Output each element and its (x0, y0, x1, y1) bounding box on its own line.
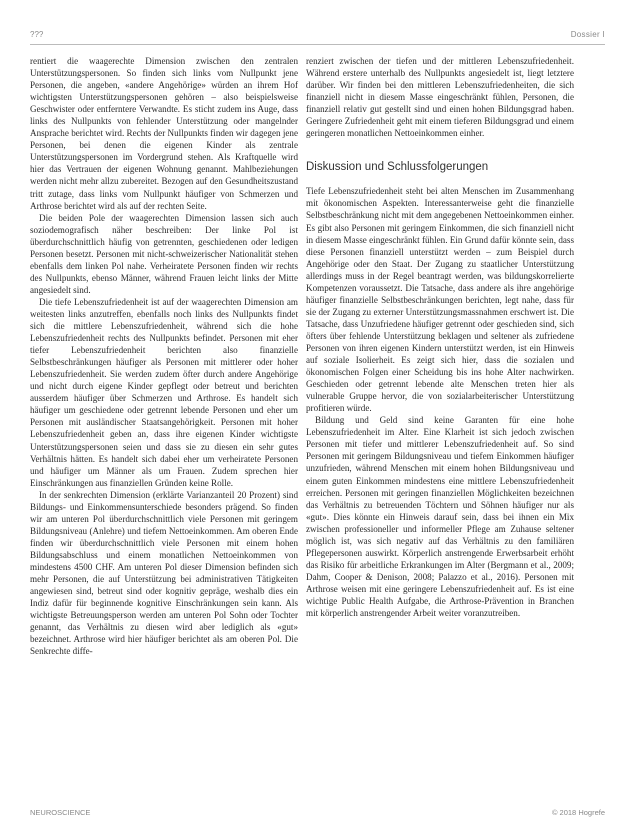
left-column (30, 55, 298, 657)
running-footer (30, 808, 605, 820)
journal-name: NEUROSCIENCE (30, 808, 91, 817)
paragraph: renziert zwischen der tiefen und der mittleren Lebenszufriedenheit. Während erstere unterhalb des Nullpunkts angesiedelt ist, liegt letztere darüber. Wir finden bei den mittleren Lebenszufriedenheiten, die sich finanziell nicht in diesem Masse eingeschränkt fühlen, Personen, die finanziell relativ gut gestellt sind und einen hohen Bildungsgrad haben. Geringere Zufriedenheit geht mit einem tieferen Bildungsgrad und einem geringeren monatlichen Nettoeinkommen einher. (306, 56, 574, 139)
right-column (306, 55, 574, 619)
copyright: © 2018 Hogrefe (551, 808, 605, 817)
paragraph: Die beiden Pole der waagerechten Dimension lassen sich auch soziodemografisch näher beschreiben: Der linke Pol ist überdurchschnittlich häufig von getrennten, geschiedenen oder ledigen Personen besetzt. Personen mit nicht-schweizerischer Nationalität stehen ebenfalls dem linken Pol nahe. Verheiratete Personen finden wir rechts des Nullpunkts, ebenso Männer, während Frauen leicht links der Mitte angesiedelt sind. (30, 212, 298, 295)
paragraph: rentiert die waagerechte Dimension zwischen den zentralen Unterstützungspersonen. So finden sich links vom Nullpunkt jene Personen, die angeben, «andere Angehörige» würden an ihrem Hof wichtigsten Unterstützungspersonen gehören – also beispielsweise Geschwister oder entferntere Verwandte. Es sticht zudem ins Auge, dass links des Nullpunkts von fehlender Unterstützung oder mangelnder Ansprache berichtet wird. Rechts der Nullpunkts finden wir dagegen jene Personen, bei denen die eigenen Kinder als zentrale Unterstützungspersonen im Vordergrund stehen. Als Kraftquelle wird hier das Vertrauen der eigenen Wohnung genannt. Mahlbeziehungen werden nicht mehr allzu zubereitet. Bezogen auf den Gesundheitszustand tritt zutage, dass links vom Nullpunkt häufiger von Schmerzen und Arthrose berichtet wird als auf der rechten Seite. (30, 56, 298, 211)
page-number: ??? (30, 30, 44, 39)
paragraph: Bildung und Geld sind keine Garanten für eine hohe Lebenszufriedenheit im Alter. Eine Klarheit ist sich jedoch zwischen Personen mit tiefer und mittlerer Lebenszufriedenheit auf. So sind Personen mit geringem Bildungsniveau und tiefem Einkommen häufiger unzufrieden, während Menschen mit einem hohen Bildungsniveau und einem guten Einkommen mindestens eine mittlere Lebenszufriedenheit erreichen. Personen mit geringen finanziellen Möglichkeiten bezeichnen das Verhältnis zu betreuenden Töchtern und Söhnen häufiger nur als «gut». Dies könnte ein Hinweis darauf sein, dass bei ihnen ein Mix zwischen professioneller und informeller Pflege am Zuhause seltener möglich ist, was sich negativ auf das Verhältnis zu den familiären Pflegepersonen auswirkt. Körperlich anstrengende Erwerbsarbeit erhöht das Risiko für arbeitliche Erkrankungen im Alter (Bergmann et al., 2009; Dahm, Cooper & Denison, 2008; Palazzo et al., 2016). Personen mit Arthrose weisen mit eine geringere Lebenszufriedenheit auf. Es ist eine wichtige Public Health Aufgabe, die Arthrose-Prävention in Branchen mit körperlich anstrengender Arbeit weiter voranzutreiben. (306, 415, 574, 619)
section-heading: Diskussion und Schlussfolgerungen (306, 161, 489, 174)
paragraph: Tiefe Lebenszufriedenheit steht bei alten Menschen im Zusammenhang mit ökonomischen Aspekten. Interessanterweise geht die finanzielle Selbstbeschränkung nicht mit dem angegebenen Nettoeinkommen einher. Es gibt also Personen mit geringem Einkommen, die sich finanziell nicht in diesem Masse eingeschränkt fühlen. Ein Grund dafür könnte sein, dass diese Personen finanziell unterstützt werden – zum Beispiel durch Angehörige oder den Staat. Der Zugang zu staatlicher Unterstützung allerdings muss in der Regel beantragt werden, was bildungskorrelierte Kompetenzen voraussetzt. Die Tatsache, dass andere als ihre angehörige häufiger finanzielle Selbstbeschränkungen berichten, legt nahe, dass für sie der Zugang zu externer Unterstützungsmassnahmen erschwert ist. Die Tatsache, dass Unzufriedene häufiger getrennt oder geschieden sind, sich öfters über fehlende Unterstützung beklagen und seltener als zufriedene Personen von ihren eigenen Kindern unterstützt werden, ist ein Hinweis auf soziale Isolierheit. Es zeigt sich hier, dass die sozialen und ökonomischen Folgen einer Scheidung bis ins hohe Alter nachwirken. Geschieden oder getrennt lebende alte Menschen treten hier als vulnerable Gruppe hervor, die von sozialarbeiterischer Unterstützung profitieren würde. (306, 186, 574, 414)
paragraph: In der senkrechten Dimension (erklärte Varianzanteil 20 Prozent) sind Bildungs- und Einkommensunterschiede besonders prägend. So finden wir am unteren Pol überdurchschnittlich viele Personen mit geringem Bildungsniveau (Anlehre) und tiefem Nettoeinkommen. Am oberen Ende finden wir überdurchschnittlich viele Personen mit einem hohen Bildungsabschluss und einem monatlichen Nettoeinkommen von mindestens 4500 CHF. Am unteren Pol dieser Dimension befinden sich mehr Personen, die auf Unterstützung bei administrativen Tätigkeiten angewiesen sind, betreut sind oder kognitiv gepräge, weshalb dies ein Indiz dafür für beginnende kognitive Einschränkungen sein kann. Als wichtigste Betreuungsperson werden am unteren Pol Sohn oder Tochter genannt, das Verhältnis zu diesen wird aber lediglich als «gut» bezeichnet. Arthrose wird hier häufiger berichtet als am oberen Pol. Die Senkrechte diffe- (30, 489, 298, 657)
section-label: Dossier I (570, 30, 605, 39)
running-header (30, 30, 605, 44)
paragraph: Die tiefe Lebenszufriedenheit ist auf der waagerechten Dimension am weitesten links anzutreffen, ebenfalls noch links des Nullpunkts findet sich die mittlere Lebenszufriedenheit, während sich die hohe Lebenszufriedenheit rechts des Nullpunkts befindet. Personen mit eher tiefer Lebenszufriedenheit berichten also finanzielle Selbstbeschränkungen häufiger als Personen mit mittlerer oder hoher Lebenszufriedenheit. Sie werden zudem öfter durch andere Angehörige und nicht durch eigene Kinder gepflegt oder betreut und berichten ausserdem häufiger über Schmerzen und Arthrose. Es handelt sich häufiger um geschiedene oder getrennt lebende Personen und eher um Personen mit ausländischer Staatsangehörigkeit. Personen mit hoher Lebenszufriedenheit geben an, dass ihre eigenen Kinder wichtigste Unterstützungspersonen seien und dass sie zu diesen ein sehr gutes Verhältnis hätten. Es handelt sich dabei eher um verheiratete Personen und häufiger um Männer als um Frauen. Zudem sprechen hier Einschränkungen aus finanziellen Gründen keine Rolle. (30, 296, 298, 488)
header-rule (30, 44, 605, 45)
